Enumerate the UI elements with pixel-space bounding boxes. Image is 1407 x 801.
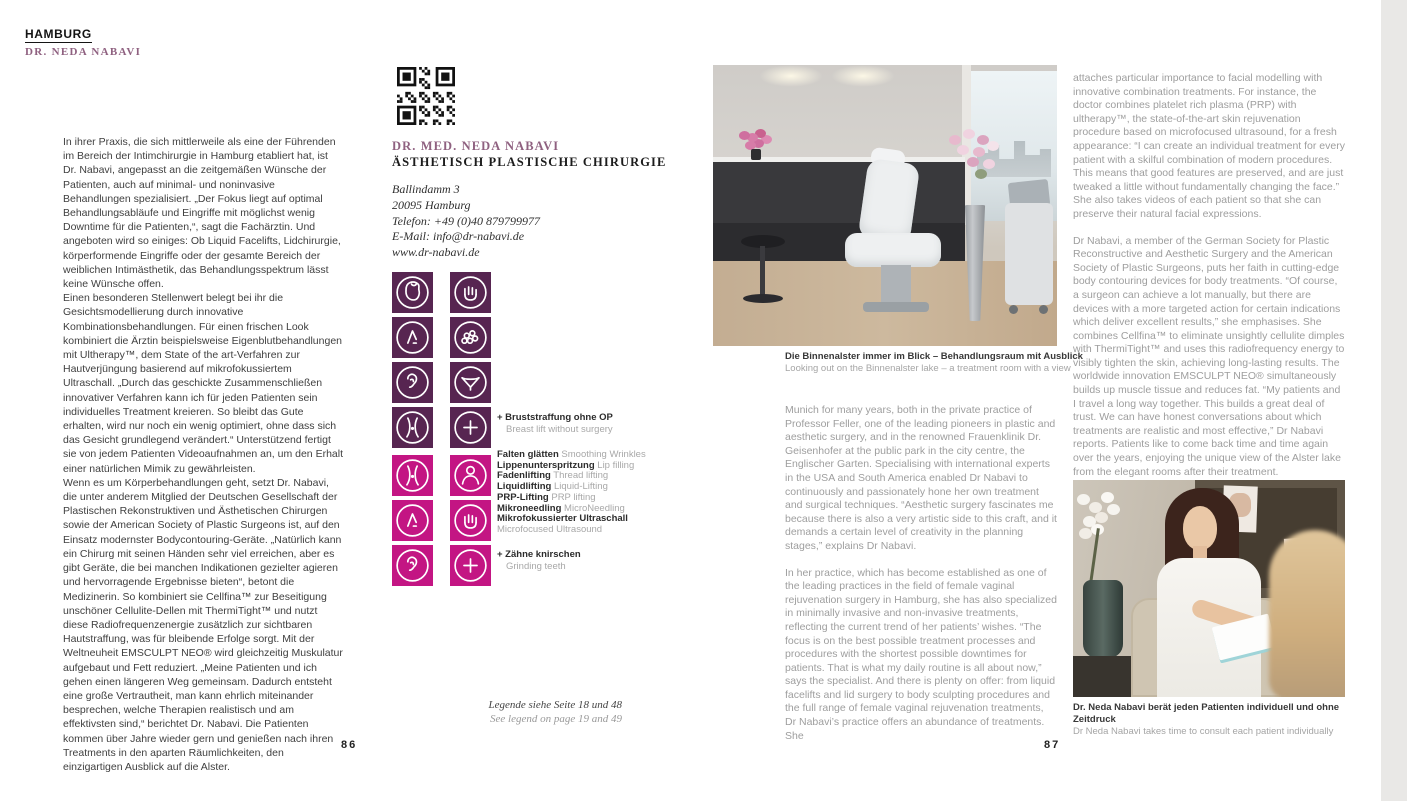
cart-wheel <box>1039 305 1048 314</box>
caption-en: Looking out on the Binnenalster lake – a treatment room with a view <box>785 362 1071 374</box>
treatment-en: PRP lifting <box>551 491 596 503</box>
treatment-icon-grid-purple <box>392 272 491 448</box>
photo-room-caption <box>785 351 1085 375</box>
address-city: 20095 Hamburg <box>392 197 471 212</box>
treatment-de: Falten glätten <box>497 449 559 460</box>
hand-glyph <box>450 272 491 313</box>
treatment-room-photo <box>713 65 1057 346</box>
treatment-icon-grid-pink <box>392 455 491 586</box>
note-breast-lift <box>497 412 613 435</box>
qr-code <box>397 67 455 125</box>
orchid-flowers <box>739 131 750 140</box>
treatment-de: Mikrofokussierter Ultraschall <box>497 513 628 525</box>
kicker-doctor-name: DR. NEDA NABAVI <box>25 46 142 58</box>
legend-de: Legende siehe Seite 18 und 48 <box>488 699 622 711</box>
caption-de: Die Binnenalster immer im Blick – Behandlungsraum mit Ausblick <box>785 351 1083 362</box>
contact-header <box>392 139 666 170</box>
page-number-right: 87 <box>1044 739 1061 751</box>
treatment-de: Liquidlifting <box>497 481 552 493</box>
photo-doctor-caption <box>1073 702 1373 737</box>
treatment-chair-back <box>858 158 921 244</box>
legend-en: See legend on page 19 and 49 <box>490 712 622 725</box>
doctor-specialty: ÄSTHETISCH PLASTISCHE CHIRURGIE <box>392 154 667 169</box>
device-cart <box>1005 203 1053 305</box>
orchid-stems <box>1089 528 1100 584</box>
note-breast-de: + Bruststraffung ohne OP <box>497 412 613 423</box>
nose-icon <box>392 500 433 541</box>
doctor-consultation-photo <box>1073 480 1345 697</box>
contact-address <box>392 182 540 261</box>
article-english-paragraph: Munich for many years, both in the private practice of Professor Feller, one of the leading pioneers in plastic and aesthetic surgery, and in the renowned Frauenklinik Dr. Geisenhofer at the public park in the city centre, the Englischer Garten. Specialising with international experts in the USA and South America enabled Dr Nabavi to continuously and passionately hone her own treatment and surgical techniques. “Aesthetic surgery fascinates me because there is also a very artistic side to this craft, and it demands a certain level of creativity in the planning stages,” explains Dr Nabavi. <box>785 404 1057 552</box>
address-website: www.dr-nabavi.de <box>392 245 480 260</box>
orchid-vase <box>751 149 761 160</box>
treatment-en: Thread lifting <box>553 470 609 482</box>
article-english-paragraph: In her practice, which has become established as one of the leading practices in the field of female vaginal rejuvenation surgery in Hamburg, she has also specialized in minimally invasive and non-invasive treatments, reflecting the current trend of her patients’ wishes. “The focus is on the best possible treatment processes and procedures with the shortest possible downtimes for patients. That is what my daily routine is all about now,” says the specialist. And there is plenty on offer: from liquid facelifts and lid surgery to body sculpting procedures and the full range of female vaginal rejuvenation treatments, Dr Nabavi’s practice offers an abundance of treatments. She <box>785 566 1057 742</box>
article-english-paragraph: attaches particular importance to facial modelling with innovative combination treatments. For instance, the doctor combines platelet rich plasma (PRP) with ultherapy™, the state-of-the-art skin rejuvenation procedure based on microfocused ultrasound, for a fresh appearance: “I can create an individual treatment for every patient with a skilful combination of modern procedures. This means that good features are preserved, and are just tweaked a little without fundamentally changing the face.” She also takes videos of each patient so that she can preserve their natural facial expressions. <box>1073 72 1345 220</box>
sideboard <box>1073 656 1131 697</box>
nose-glyph <box>392 500 433 541</box>
face-icon <box>392 272 433 313</box>
body-glyph <box>392 455 433 496</box>
treatment-chair-base <box>863 302 929 312</box>
treatment-list <box>497 450 646 536</box>
cells-icon <box>450 317 491 358</box>
treatment-en: Microfocused Ultrasound <box>497 523 603 535</box>
treatment-de: Mikroneedling <box>497 502 562 514</box>
article-german-paragraph: Einen besonderen Stellenwert belegt bei ihr die Gesichtsmodellierung durch innovative Kombinationsbehandlungen. Für einen frischen Look kombiniert die Ärztin beispielsweise Eigenblutbehandlungen mit Ultherapy™, dem State of the art-Verfahren zur Hautverjüngung basierend auf mikrofokussiertem Ultraschall. „Durch das geschickte Zusammenschließen innovativer Verfahren kann ich für jeden Patienten sein individuelles Treatment kreieren. So bleibt das Gute erhalten, wird nur noch ein wenig optimiert, ohne dass sich das Gesicht grundlegend verändert.“ Unterstützend fertigt sie von jedem Patienten Videoaufnahmen an, um den Erhalt einer natürlichen Mimik zu gewährleisten. <box>63 292 343 475</box>
article-english-col1 <box>785 404 1057 756</box>
caption-en: Dr Neda Nabavi takes time to consult each patient individually <box>1073 725 1334 737</box>
bust-icon <box>450 455 491 496</box>
treatment-en: Lip filling <box>597 459 635 471</box>
kicker-city: HAMBURG <box>25 27 92 41</box>
ear-icon <box>392 545 433 586</box>
legend-note <box>422 699 622 726</box>
article-german-paragraph: In ihrer Praxis, die sich mittlerweile als eine der Führenden im Bereich der Intimchirurgie in Hamburg etabliert hat, ist Dr. Nabavi, angepasst an die zeitgemäßen Wünsche der Patienten, auch auf minimal- und noninvasive Behandlungen spezialisiert. „Der Fokus liegt auf optimal Behandlungsabläufe und Eingriffe mit möglichst wenig Downtime für die Patienten,“, sagt die Fachärztin. Und angeboten wird so einiges: Ob Liquid Facelifts, Lidchirurgie, körperformende Eingriffe oder der gesamte Bereich der weiblichen Intimästhetik, das Behandlungsspektrum lässt keine Wünsche offen. <box>63 136 341 291</box>
address-email: E-Mail: info@dr-nabavi.de <box>392 229 525 244</box>
stool-pole <box>760 246 765 296</box>
bust-glyph <box>450 455 491 496</box>
article-english-col2 <box>1073 72 1345 492</box>
doctor-face <box>1183 506 1217 550</box>
plus-icon <box>450 407 491 448</box>
plus-glyph <box>450 407 491 448</box>
note-teeth-grinding <box>497 549 581 572</box>
caption-de: Dr. Neda Nabavi berät jeden Patienten individuell und ohne Zeitdruck <box>1073 702 1340 725</box>
hand-icon <box>450 500 491 541</box>
ear-icon <box>392 362 433 403</box>
qr-code-graphic <box>397 67 455 125</box>
note-teeth-en: Grinding teeth <box>506 560 566 572</box>
stool-base <box>743 294 783 303</box>
hand-icon <box>450 272 491 313</box>
note-teeth-de: + Zähne knirschen <box>497 549 581 560</box>
ceiling-light <box>759 65 823 87</box>
treatment-row <box>497 525 646 536</box>
treatment-en: MicroNeedling <box>564 502 625 514</box>
nose-icon <box>392 317 433 358</box>
face-glyph <box>392 272 433 313</box>
cells-glyph <box>450 317 491 358</box>
plus-icon <box>450 545 491 586</box>
breast-glyph <box>450 362 491 403</box>
treatment-chair-pedestal <box>881 265 911 305</box>
treatment-de: Fadenlifting <box>497 470 551 482</box>
treatment-de: PRP-Lifting <box>497 491 549 503</box>
treatment-de: Lippenunterspritzung <box>497 459 595 471</box>
address-street: Ballindamm 3 <box>392 182 460 196</box>
patient-head <box>1269 530 1345 697</box>
dark-cabinets <box>713 162 965 223</box>
article-german <box>63 135 343 774</box>
breast-icon <box>450 362 491 403</box>
treatment-en: Smoothing Wrinkles <box>561 449 646 460</box>
plus-glyph <box>450 545 491 586</box>
body-icon <box>392 455 433 496</box>
note-breast-en: Breast lift without surgery <box>506 423 613 435</box>
cart-wheel <box>1009 305 1018 314</box>
page-number-left: 86 <box>341 739 358 751</box>
article-english-paragraph: Dr Nabavi, a member of the German Society for Plastic Reconstructive and Aesthetic Surgery and the American Society of Plastic Surgeons, puts her faith in cutting-edge body contouring devices for body treatments. “Of course, a surgeon can achieve a lot manually, but there are devices with a more targeted action for certain indications which deliver excellent results,” she emphasises. She combines Cellfina™ to eliminate unsightly cellulite dimples with ThermiTight™ and uses this radiofrequency energy to visibly tighten the skin, achieving long-lasting results. The worldwide innovation EMSCULPT NEO® simultaneously builds up muscle tissue and reduces fat. “My patients and I travel a long way together. This builds a great deal of trust. We can have honest conversations about which treatments are realistic and most effective,” Dr Nabavi reports. Patients like to come back time and time again over the years, enjoying the unique view of the Alster lake from the elegant rooms after their treatment. <box>1073 234 1345 478</box>
article-german-paragraph: Wenn es um Körperbehandlungen geht, setzt Dr. Nabavi, die unter anderem Mitglied der Deutschen Gesellschaft der Plastischen Rekonstruktiven und Ästhetischen Chirurgen sowie der American Society of Plastic Surgeons ist, auf den Einsatz modernster Bodycontouring-Geräte. „Natürlich kann ein Chirurg mit seinen Händen sehr viel erreichen, aber es gibt Geräte, die bei manchen Indikationen gezielter agieren und hervorragende Ergebnisse bieten“, betont die Medizinerin. So kombiniert sie Cellfina™ zur Beseitigung unschöner Cellulite-Dellen mit ThermiTight™ und nutzt diese Radiofrequenzenergie zusätzlich zur sichtbaren Hautstraffung, was für bleibende Erfolge sorgt. Mit der Weltneuheit EMSCULPT NEO® wird gleichzeitig Muskulatur aufgebaut und Fett reduziert. „Meine Patienten und ich gehen einen längeren Weg gemeinsam. Dadurch entsteht eine große Vertrautheit, man kann ehrlich miteinander besprechen, welche Therapien realistisch und am effektivsten sind,“ berichtet Dr. Nabavi. Die Patienten kommen über Jahre wieder gern und genießen nach ihren Treatments in den aparten Räumlichkeiten, den einzigartigen Ausblick auf die Alster. <box>63 476 343 773</box>
bouquet-flowers <box>949 135 961 145</box>
treatment-en: Liquid-Lifting <box>553 481 608 493</box>
ceiling-light <box>831 65 895 87</box>
ear-glyph <box>392 362 433 403</box>
address-phone: Telefon: +49 (0)40 879799977 <box>392 213 540 228</box>
white-orchid <box>1077 494 1090 505</box>
body-glyph <box>392 407 433 448</box>
treatment-chair-seat <box>845 233 941 267</box>
page-kicker <box>25 25 141 58</box>
ear-glyph <box>392 545 433 586</box>
flower-vase <box>1083 580 1123 658</box>
body-icon <box>392 407 433 448</box>
nose-glyph <box>392 317 433 358</box>
page-edge-strip <box>1381 0 1407 801</box>
doctor-name: DR. MED. NEDA NABAVI <box>392 139 560 153</box>
hand-glyph <box>450 500 491 541</box>
